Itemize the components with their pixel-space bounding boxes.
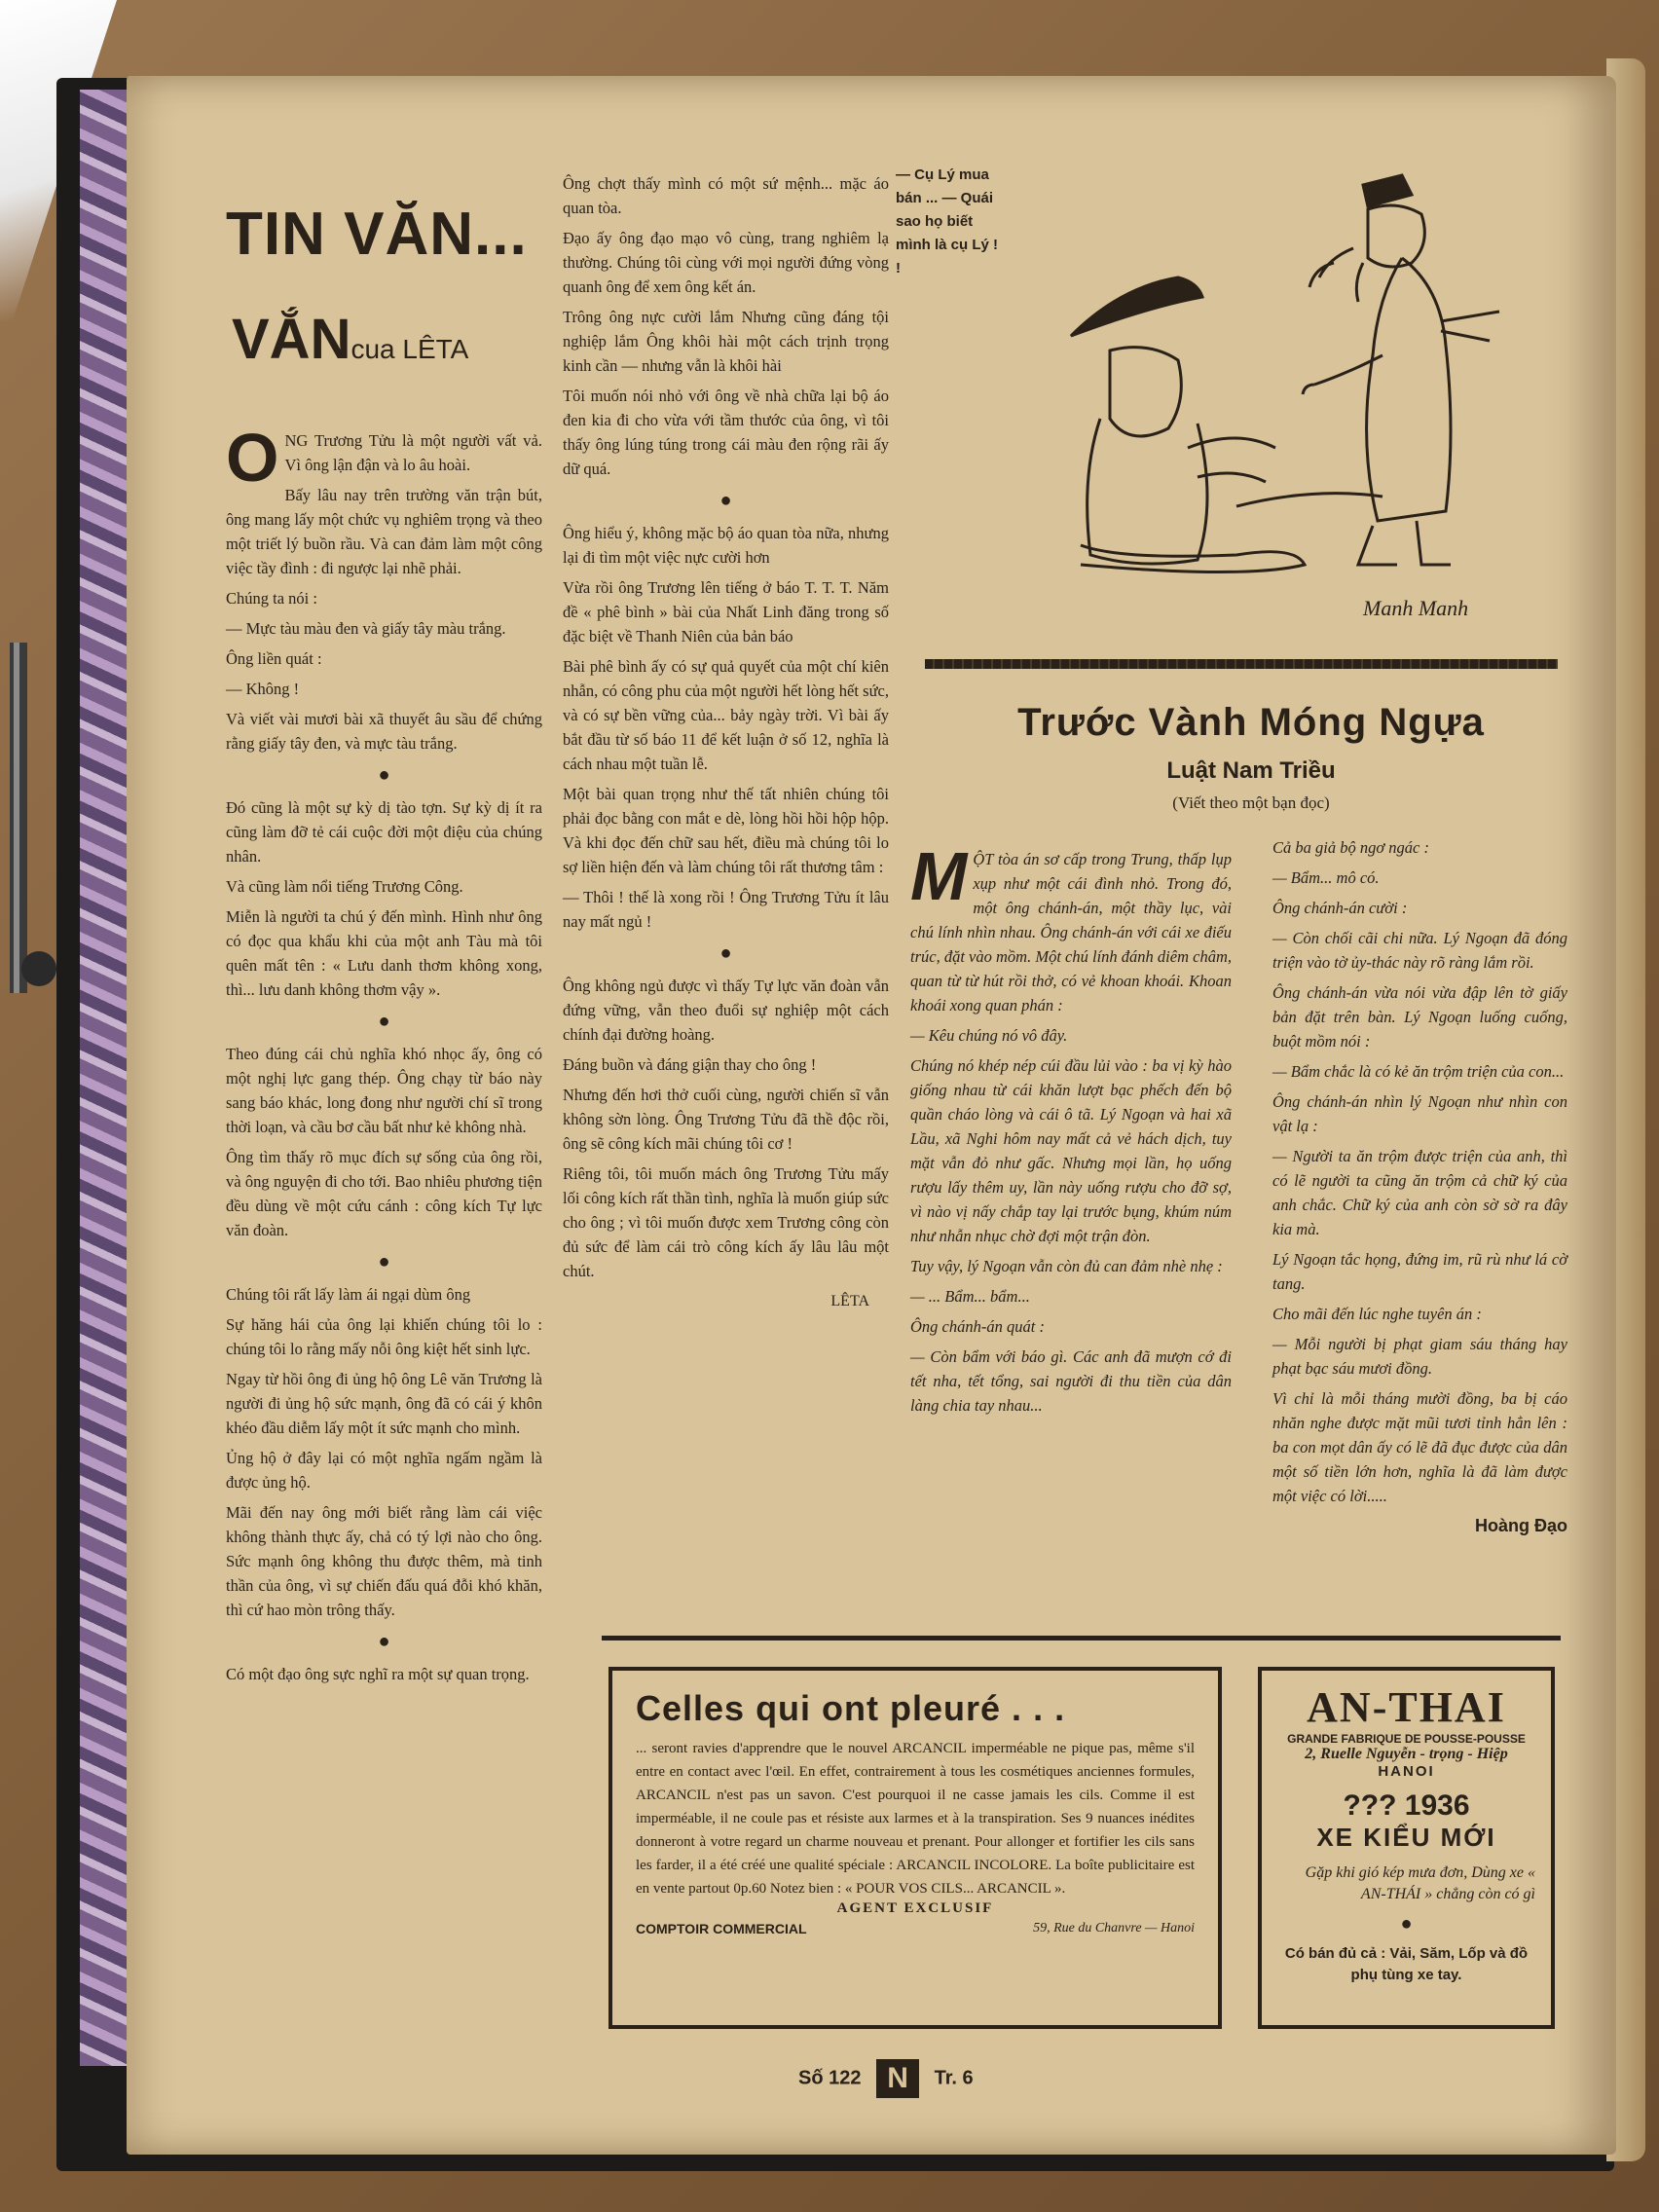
paragraph: — Bẩm chắc là có kẻ ăn trộm triện của con... — [1272, 1062, 1565, 1081]
section-dot-icon: ● — [1400, 1913, 1413, 1935]
paragraph: — Còn bẩm với báo gì. Các anh đã mượn cớ đi tết nha, tết tổng, sai người đi thu tiền của dân làng chia tay nhau... — [910, 1347, 1232, 1415]
section-dot-icon: ● — [378, 1251, 390, 1272]
separator-rule — [925, 659, 1558, 669]
paragraph: Ông không ngủ được vì thấy Tự lực văn đoàn vẫn đứng vững, vẫn theo đuổi sự nghiệp một cách chính đại đường hoàng. — [563, 977, 889, 1044]
issue-number: Số 122 — [798, 2067, 862, 2089]
paragraph: Ông liền quát : — [226, 649, 322, 668]
paragraph-text: ỘT tòa án sơ cấp trong Trung, thấp lụp xụp như một cái đình nhỏ. Trong đó, một ông chánh-án, một thầy lục, vài chú lính nhìn nhau. Ông chánh-án với cái xe điếu trúc, đặt vào mồm. Một chú lính đánh diêm châm, quan từ từ hút rồi thở, có vẻ khoan khoái. Khoan khoái xong quan phán : — [910, 850, 1232, 1014]
article-column-1 — [226, 420, 542, 1692]
newspaper-logo-icon: N — [876, 2059, 919, 2098]
paragraph: — Bẩm... mô có. — [1272, 868, 1380, 887]
paragraph: Và viết vài mươi bài xã thuyết âu sầu để chứng rằng giấy tây đen, và mực tàu trắng. — [226, 710, 542, 753]
paragraph: — Mực tàu màu đen và giấy tây màu trắng. — [226, 619, 506, 638]
paragraph: — Người ta ăn trộm được triện của anh, thì có lẽ người ta cũng ăn trộm cả chữ ký của anh chắc. Chữ ký của anh còn sờ sờ ra đây kia mà. — [1272, 1147, 1567, 1238]
ad-brand: AN-THAI — [1307, 1683, 1506, 1731]
ad-year: ??? 1936 — [1343, 1789, 1470, 1822]
paragraph: — Thôi ! thế là xong rồi ! Ông Trương Tửu ít lâu nay mất ngủ ! — [563, 888, 889, 931]
paragraph: Vừa rồi ông Trương lên tiếng ở báo T. T. T. Năm đề « phê bình » bài của Nhất Linh đăng trong số đặc biệt về Thanh Niên của bản báo — [563, 578, 889, 645]
paragraph: Mãi đến nay ông mới biết rằng làm cái việc không thành thực ấy, chả có tý lợi nào cho ông. Sức mạnh ông không thu được thêm, mà tinh thần của ông, vì sự chiến đấu quá đỗi khó khăn, thì cứ hao mòn trông thấy. — [226, 1503, 542, 1619]
cartoon-caption: — Cụ Lý mua bán ... — Quái sao họ biết mình là cụ Lý ! ! — [896, 166, 999, 276]
paragraph: Theo đúng cái chủ nghĩa khó nhọc ấy, ông có một nghị lực gang thép. Ông chạy từ báo này sang báo khác, long đong như người chí sĩ trong thời loạn, và cầu bơ cầu bất như kẻ không nhà. — [226, 1045, 542, 1136]
paragraph: Nhưng đến hơi thở cuối cùng, người chiến sĩ vẫn không sờn lòng. Ông Trương Tửu đã thề độc rồi, ông sẽ công kích mãi chúng tôi cơ ! — [563, 1086, 889, 1153]
ad-city: HANOI — [1378, 1763, 1435, 1780]
article-column-2 — [563, 171, 889, 1313]
column-title-big: VẮN — [232, 308, 351, 371]
ad-company-line — [636, 1921, 1195, 1936]
paragraph: Đáng buồn và đáng giận thay cho ông ! — [563, 1055, 817, 1074]
article-signature: LÊTA — [830, 1293, 869, 1309]
paragraph — [910, 838, 1232, 1017]
ad-company: COMPTOIR COMMERCIAL — [636, 1921, 807, 1936]
paragraph: Ông chánh-án vừa nói vừa đập lên tờ giấy bản đặt trên bàn. Lý Ngoạn luống cuống, buột mồm nói : — [1272, 983, 1567, 1051]
paragraph: Cả ba giả bộ ngơ ngác : — [1272, 838, 1429, 857]
ad-agent-label: AGENT EXCLUSIF — [836, 1900, 994, 1916]
paragraph: Ủng hộ ở đây lại có một nghĩa ngấm ngầm là được ủng hộ. — [226, 1449, 542, 1492]
paragraph: — ... Bẩm... bẩm... — [910, 1287, 1030, 1306]
an-thai-advertisement — [1258, 1667, 1555, 2029]
paragraph: Chúng nó khép nép cúi đầu lủi vào : ba vị kỳ hào giống nhau từ cái khăn lượt bạc phếch đến bộ quần cháo lòng và cái ô tã. Lý Ngoạn và hai xã Lầu, xã Nghi hôm nay mất cả vẻ hách dịch, tuy mặt vẫn đỏ như gấc. Nhưng mọi lần, họ uống rượu lấy thêm uy, lần này uống rượu cho đỡ sợ, vì nào vị nấy chắp tay lại trước bụng, khúm núm như nhẫn nhục chờ đợi một trận đòn. — [910, 1056, 1232, 1245]
paragraph: Ông chợt thấy mình có một sứ mệnh... mặc áo quan tòa. — [563, 174, 889, 217]
ads-separator-rule — [602, 1636, 1561, 1641]
paragraph: Vì chỉ là mỗi tháng mười đồng, ba bị cáo nhăn nghe được mặt mũi tươi tỉnh hẳn lên : ba con mọt dân ấy có lẽ đã đục được của dân một số tiền lớn hơn, nghĩa là đã làm được một việc có lời..... — [1272, 1389, 1567, 1505]
cartoon-illustration — [1042, 156, 1558, 633]
paragraph: Và cũng làm nổi tiếng Trương Công. — [226, 877, 463, 896]
artist-signature: Manh Manh — [1363, 596, 1469, 620]
paragraph: Bấy lâu nay trên trường văn trận bút, ông mang lấy một chức vụ nghiêm trọng và theo một triết lý buồn rầu. Và can đảm làm một công việc tầy đình : đi ngược lại nhẽ phải. — [226, 486, 542, 577]
page-footer — [798, 2059, 974, 2098]
paragraph: Có một đạo ông sực nghĩ ra một sự quan trọng. — [226, 1665, 530, 1683]
paragraph: Một bài quan trọng như thế tất nhiên chúng tôi phải đọc bằng con mắt e dè, lòng hồi hồi hộp hộp. Và khi đọc đến chữ sau hết, điều mà chúng tôi lo sợ liền hiện đến và làm chúng tôi rất thương tâm : — [563, 785, 889, 876]
section-dot-icon: ● — [378, 764, 390, 786]
drop-cap: O — [226, 420, 279, 496]
paragraph: Ngay từ hồi ông đi ủng hộ ông Lê văn Trương là người đi ủng hộ sức mạnh, ông đã có cái ý khôn khéo đầu diễm lấy một ít sức mạnh cho mình. — [226, 1370, 542, 1437]
page-number: Tr. 6 — [934, 2067, 974, 2089]
paragraph: Đó cũng là một sự kỳ dị tào tợn. Sự kỳ dị ít ra cũng làm đỡ tẻ cái cuộc đời một điệu của chúng nhân. — [226, 798, 542, 866]
ad-model: XE KIỂU MỚI — [1316, 1823, 1496, 1852]
paragraph: — Mỗi người bị phạt giam sáu tháng hay phạt bạc sáu mươi đồng. — [1272, 1335, 1567, 1378]
paragraph: Chúng ta nói : — [226, 589, 317, 608]
paragraph: Trông ông nực cười lắm Nhưng cũng đáng tội nghiệp lắm Ông khôi hài một cách trịnh trọng kinh cần — nhưng vẫn là khôi hài — [563, 308, 889, 375]
section-dot-icon: ● — [719, 490, 732, 511]
ad-slogan: Gặp khi gió kép mưa đơn, Dùng xe « AN-THÁI » chẳng còn có gì — [1305, 1864, 1535, 1902]
story-title: Trước Vành Móng Ngựa — [1017, 701, 1485, 744]
story-signature: Hoàng Đạo — [1474, 1516, 1567, 1535]
paragraph: Ông tìm thấy rõ mục đích sự sống của ông rồi, và ông nguyện đi cho tới. Bao nhiêu phương tiện đều dùng về một cứu cánh : công kích Tự lực văn đoàn. — [226, 1148, 542, 1239]
drop-cap: M — [910, 838, 968, 914]
paragraph: Ông hiểu ý, không mặc bộ áo quan tòa nữa, nhưng lại đi tìm một việc nực cười hơn — [563, 524, 889, 567]
ad-body: ... seront ravies d'apprendre que le nouvel ARCANCIL imperméable ne pique pas, même s'il entre en contact avec l'œil. En effet, contrairement à tous les cosmétiques anciennes formules, ARCANCIL n'est pas un savon. C'est pourquoi il ne casse jamais les cils. Comme il est imperméable, il ne coule pas et résiste aux larmes et à la transpiration. Ses 9 nuances inédites donneront à votre regard un charme nouveau et prenant. Pour allonger et fortifier les cils sans les farder, il a été créé une qualité spéciale : ARCANCIL INCOLORE. La boîte publicitaire est en vente partout 0p.60 Notez bien : « POUR VOS CILS... ARCANCIL ». — [636, 1741, 1195, 1897]
ad-address: 59, Rue du Chanvre — Hanoi — [1033, 1921, 1195, 1936]
story-column-2 — [1272, 835, 1567, 1538]
paragraph: Tôi muốn nói nhỏ với ông về nhà chữa lại bộ áo đen kia đi cho vừa với tầm thước của ông, vì tôi thấy ông lúng túng trong cái màu đen rộng rãi ấy dữ quá. — [563, 387, 889, 478]
story-note: (Viết theo một bạn đọc) — [1172, 793, 1330, 812]
paragraph: Cho mãi đến lúc nghe tuyên án : — [1272, 1305, 1482, 1323]
paragraph: — Còn chối cãi chi nữa. Lý Ngoạn đã đóng triện vào tờ ủy-thác này rõ ràng lắm rồi. — [1272, 929, 1567, 972]
section-dot-icon: ● — [719, 942, 732, 964]
story-column-1 — [910, 838, 1232, 1423]
paragraph: — Không ! — [226, 680, 300, 698]
paragraph: Đạo ấy ông đạo mạo vô cùng, trang nghiêm lạ thường. Chúng tôi cùng với mọi người đứng vòng quanh ông để xem ông kết án. — [563, 229, 889, 296]
ad-headline: Celles qui ont pleuré . . . — [636, 1688, 1066, 1728]
story-author: Luật Nam Triều — [1166, 757, 1336, 784]
section-dot-icon: ● — [378, 1011, 390, 1032]
paragraph: Riêng tôi, tôi muốn mách ông Trương Tửu mấy lối công kích rất thần tình, nghĩa là muốn giúp sức cho ông ; vì tôi muốn được xem Trương công còn đủ sức để làm cái trò công kích ấy lâu lâu một chút. — [563, 1164, 889, 1280]
paragraph — [226, 420, 542, 496]
arcancil-advertisement — [608, 1667, 1222, 2029]
paragraph-text: NG Trương Tửu là một người vất vả. Vì ông lận đận và lo âu hoài. — [284, 431, 542, 474]
paragraph: Lý Ngoạn tắc họng, đứng im, rũ rù như lá cờ tang. — [1272, 1250, 1567, 1293]
column-title-line2 — [232, 307, 468, 372]
column-title-small: cua LÊTA — [350, 334, 469, 364]
ad-parts: Có bán đủ cả : Vải, Săm, Lốp và đồ phụ tùng xe tay. — [1284, 1945, 1529, 1983]
ad-subtitle: GRANDE FABRIQUE DE POUSSE-POUSSE — [1287, 1732, 1526, 1746]
paragraph: Chúng tôi rất lấy làm ái ngại dùm ông — [226, 1285, 471, 1304]
ad-address: 2, Ruelle Nguyễn - trọng - Hiệp — [1305, 1746, 1508, 1762]
paragraph: Bài phê bình ấy có sự quả quyết của một chí kiên nhẫn, có công phu của một người hết lòng hết sức, và có sự bền vững của... bảy ngày trời. Vì bài ấy bắt đầu từ số báo 11 để kết luận ở số 12, nghĩa là cách nhau một tuần lễ. — [563, 657, 889, 773]
paragraph: Ông chánh-án cười : — [1272, 899, 1408, 917]
paragraph: Miễn là người ta chú ý đến mình. Hình như ông có đọc qua khẩu khi của một anh Tàu mà tôi quên mất tên : « Lưu danh thơm không xong, thì... lưu danh không thơm vậy ». — [226, 907, 542, 999]
paragraph: Ông chánh-án nhìn lý Ngoạn như nhìn con vật lạ : — [1272, 1092, 1567, 1135]
section-dot-icon: ● — [378, 1631, 390, 1652]
paragraph: Tuy vậy, lý Ngoạn vẫn còn đủ can đảm nhè nhẹ : — [910, 1257, 1223, 1275]
paragraph: — Kêu chúng nó vô đây. — [910, 1026, 1068, 1045]
binder-pin-icon — [0, 643, 58, 993]
column-title: TIN VĂN... — [226, 201, 528, 268]
paragraph: Sự hăng hái của ông lại khiến chúng tôi lo : chúng tôi lo rằng mấy nỗi ông kiệt hết sinh lực. — [226, 1315, 542, 1358]
paragraph: Ông chánh-án quát : — [910, 1317, 1045, 1336]
